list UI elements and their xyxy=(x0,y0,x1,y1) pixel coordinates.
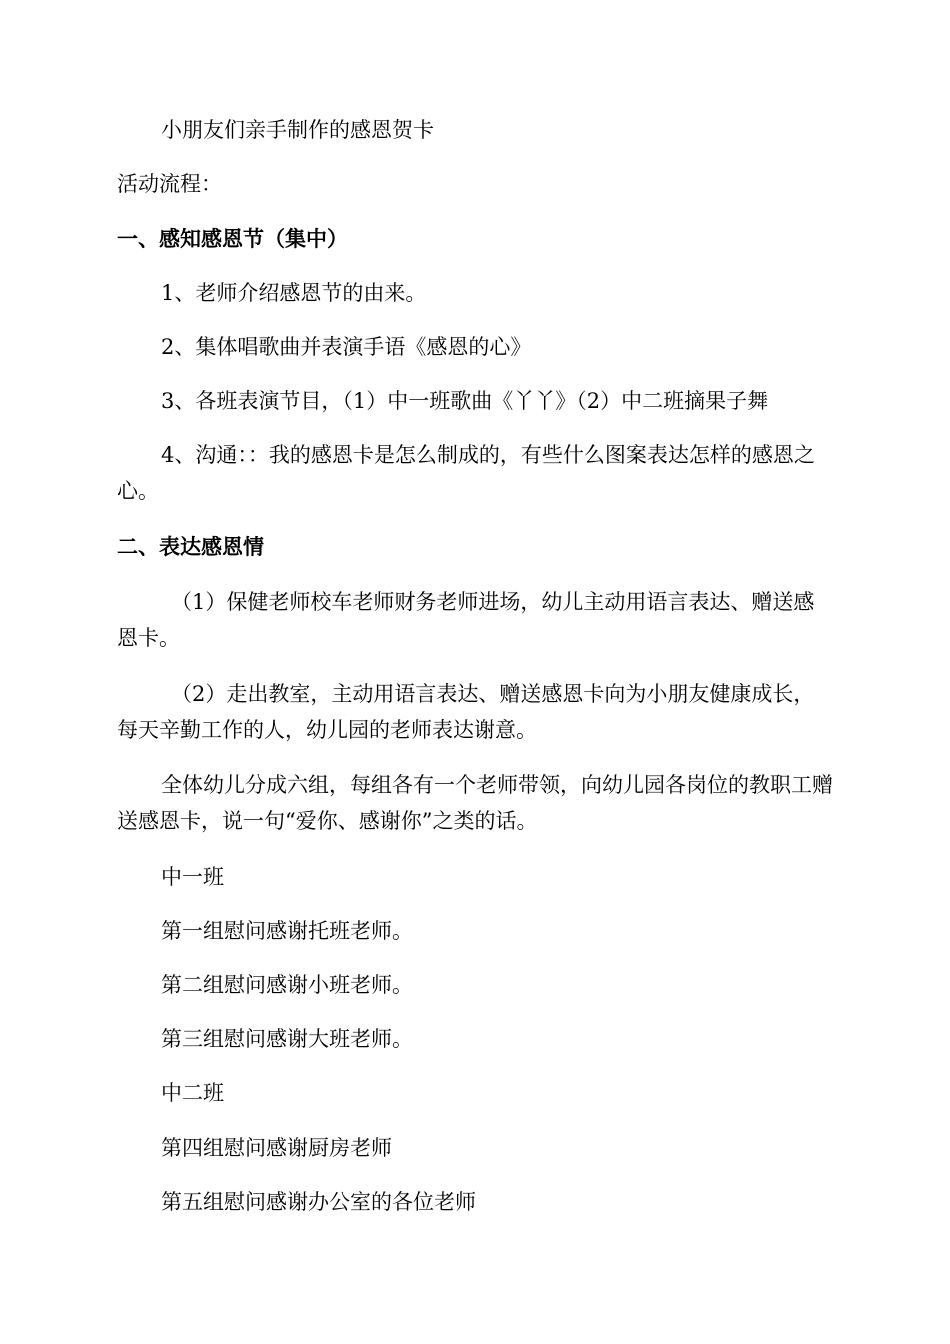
group-5: 第五组慰问感谢办公室的各位老师 xyxy=(161,1190,476,1214)
class-label-2: 中二班 xyxy=(161,1081,224,1105)
section-heading-2: 二、表达感恩情 xyxy=(117,535,264,559)
section-heading-1: 一、感知感恩节（集中） xyxy=(117,227,348,251)
step-3: 3、各班表演节目，（1）中一班歌曲《丫丫》（2）中二班摘果子舞 xyxy=(161,389,769,413)
activity-process-label: 活动流程： xyxy=(117,172,222,196)
class-label-1: 中一班 xyxy=(161,865,224,889)
group-2: 第二组慰问感谢小班老师。 xyxy=(161,973,413,997)
step-2: 2、集体唱歌曲并表演手语《感恩的心》 xyxy=(161,335,532,359)
step-4: 4、沟通：：我的感恩卡是怎么制成的，有些什么图案表达怎样的感恩之心。 xyxy=(117,443,815,503)
caption-greeting-cards: 小朋友们亲手制作的感恩贺卡 xyxy=(161,118,434,142)
group-3: 第三组慰问感谢大班老师。 xyxy=(161,1027,413,1051)
group-4: 第四组慰问感谢厨房老师 xyxy=(161,1136,392,1160)
step-1: 1、老师介绍感恩节的由来。 xyxy=(161,281,427,305)
sub-step-2: （2）走出教室，主动用语言表达、赠送感恩卡向为小朋友健康成长，每天辛勤工作的人，幼儿园的老师表达谢意。 xyxy=(117,682,815,742)
sub-step-1: （1）保健老师校车老师财务老师进场，幼儿主动用语言表达、赠送感恩卡。 xyxy=(117,590,815,650)
group-1: 第一组慰问感谢托班老师。 xyxy=(161,919,413,943)
group-description: 全体幼儿分成六组，每组各有一个老师带领，向幼儿园各岗位的教职工赠送感恩卡，说一句“爱你、感谢你”之类的话。 xyxy=(117,773,833,833)
